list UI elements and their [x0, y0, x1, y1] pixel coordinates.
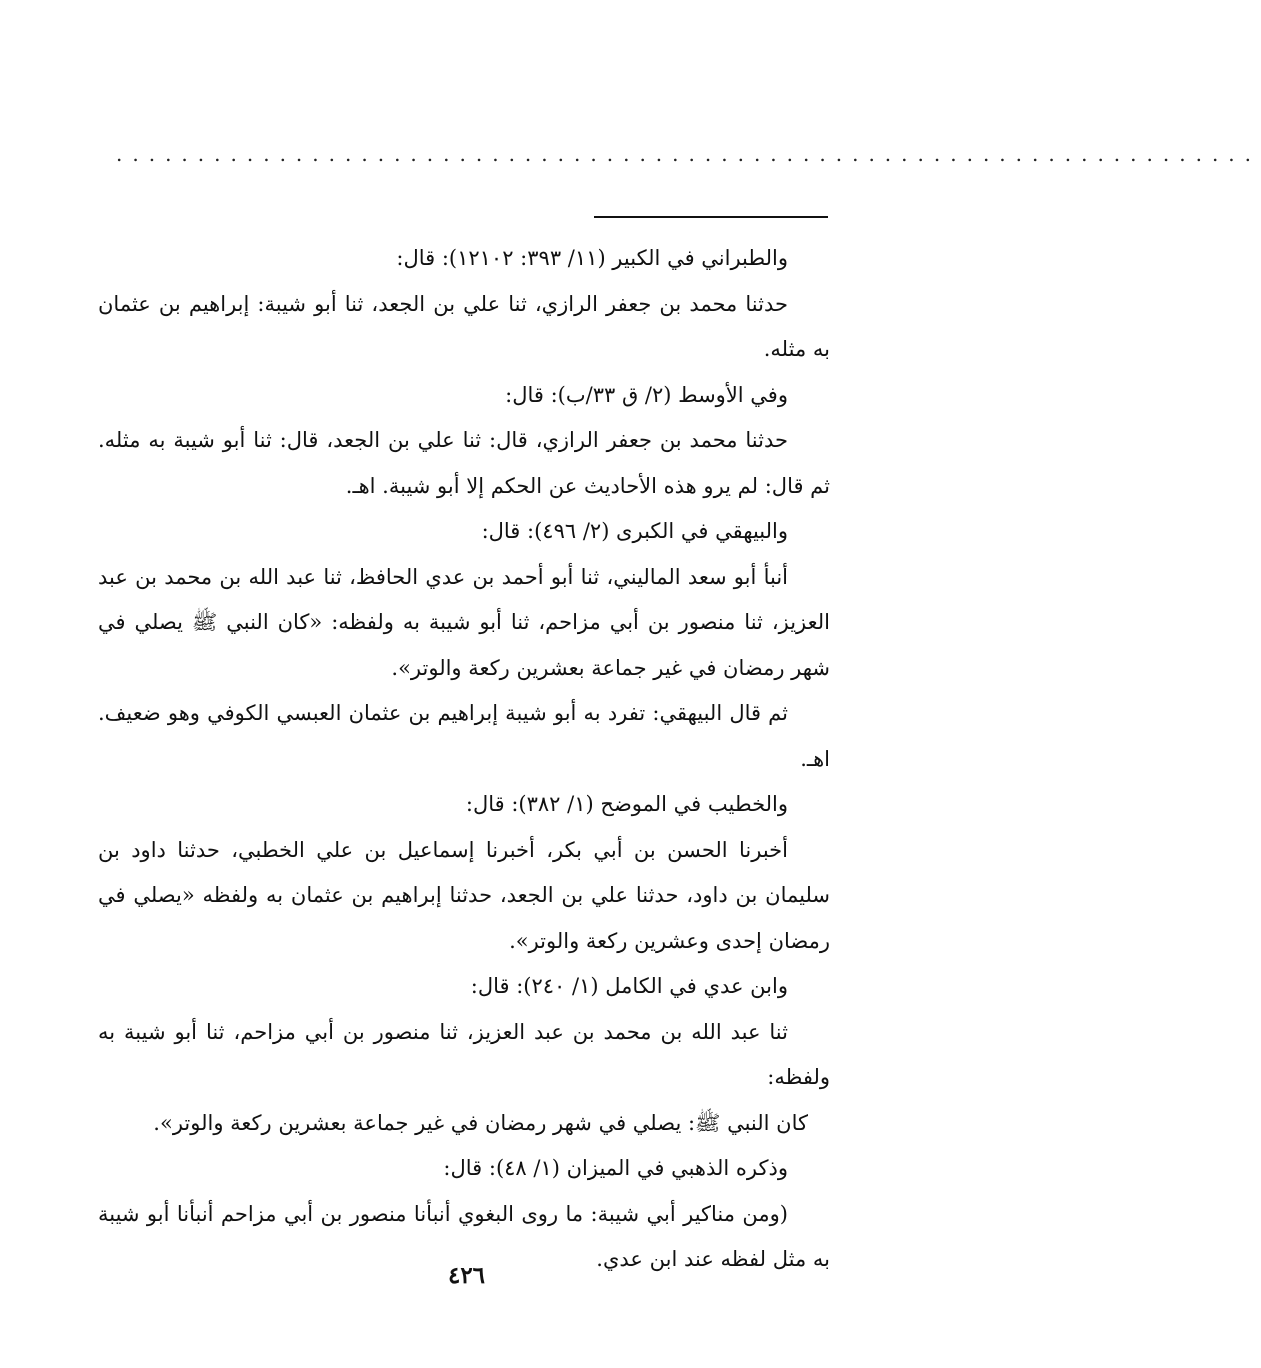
paragraph: أنبأ أبو سعد الماليني، ثنا أبو أحمد بن عدي الحافظ، ثنا عبد الله بن محمد بن عبد العزيز، ثنا منصور بن أبي مزاحم، ثنا أبو شيبة به ولفظه: «كان النبي ﷺ يصلي في شهر رمضان في غير جماعة بعشرين ركعة والوتر». [98, 564, 830, 680]
paragraph: وابن عدي في الكامل (١/ ٢٤٠): قال: [470, 974, 788, 998]
dotted-separator: ...................................................................... [116, 142, 1261, 166]
paragraph: والبيهقي في الكبرى (٢/ ٤٩٦): قال: [481, 519, 788, 543]
paragraph: والطبراني في الكبير (١١/ ٣٩٣: ١٢١٠٢): قال: [396, 246, 788, 270]
paragraph: ثنا عبد الله بن محمد بن عبد العزيز، ثنا منصور بن أبي مزاحم، ثنا أبو شيبة به ولفظه: [98, 1019, 830, 1089]
footnote-text [98, 236, 830, 1283]
paragraph: حدثنا محمد بن جعفر الرازي، قال: ثنا علي بن الجعد، قال: ثنا أبو شيبة به مثله. ثم قال: لم يرو هذه الأحاديث عن الحكم إلا أبو شيبة. اهـ. [98, 428, 830, 498]
paragraph: وذكره الذهبي في الميزان (١/ ٤٨): قال: [443, 1156, 788, 1180]
paragraph: أخبرنا الحسن بن أبي بكر، أخبرنا إسماعيل بن علي الخطبي، حدثنا داود بن سليمان بن داود، حدثنا علي بن الجعد، حدثنا إبراهيم بن عثمان به ولفظه «يصلي في رمضان إحدى وعشرين ركعة والوتر». [98, 837, 830, 953]
page-number: ٤٢٦ [447, 1262, 486, 1289]
footnote-rule [594, 216, 828, 218]
paragraph: (ومن مناكير أبي شيبة: ما روى البغوي أنبأنا منصور بن أبي مزاحم أنبأنا أبو شيبة به مثل لفظه عند ابن عدي. [98, 1201, 830, 1271]
quoted-hadith: كان النبي ﷺ: يصلي في شهر رمضان في غير جماعة بعشرين ركعة والوتر». [153, 1110, 808, 1135]
paragraph: ثم قال البيهقي: تفرد به أبو شيبة إبراهيم بن عثمان العبسي الكوفي وهو ضعيف. اهـ. [98, 701, 830, 771]
paragraph: والخطيب في الموضح (١/ ٣٨٢): قال: [465, 792, 788, 816]
paragraph: حدثنا محمد بن جعفر الرازي، ثنا علي بن الجعد، ثنا أبو شيبة: إبراهيم بن عثمان به مثله. [98, 291, 830, 361]
paragraph: وفي الأوسط (٢/ ق ٣٣/ب): قال: [505, 382, 788, 407]
